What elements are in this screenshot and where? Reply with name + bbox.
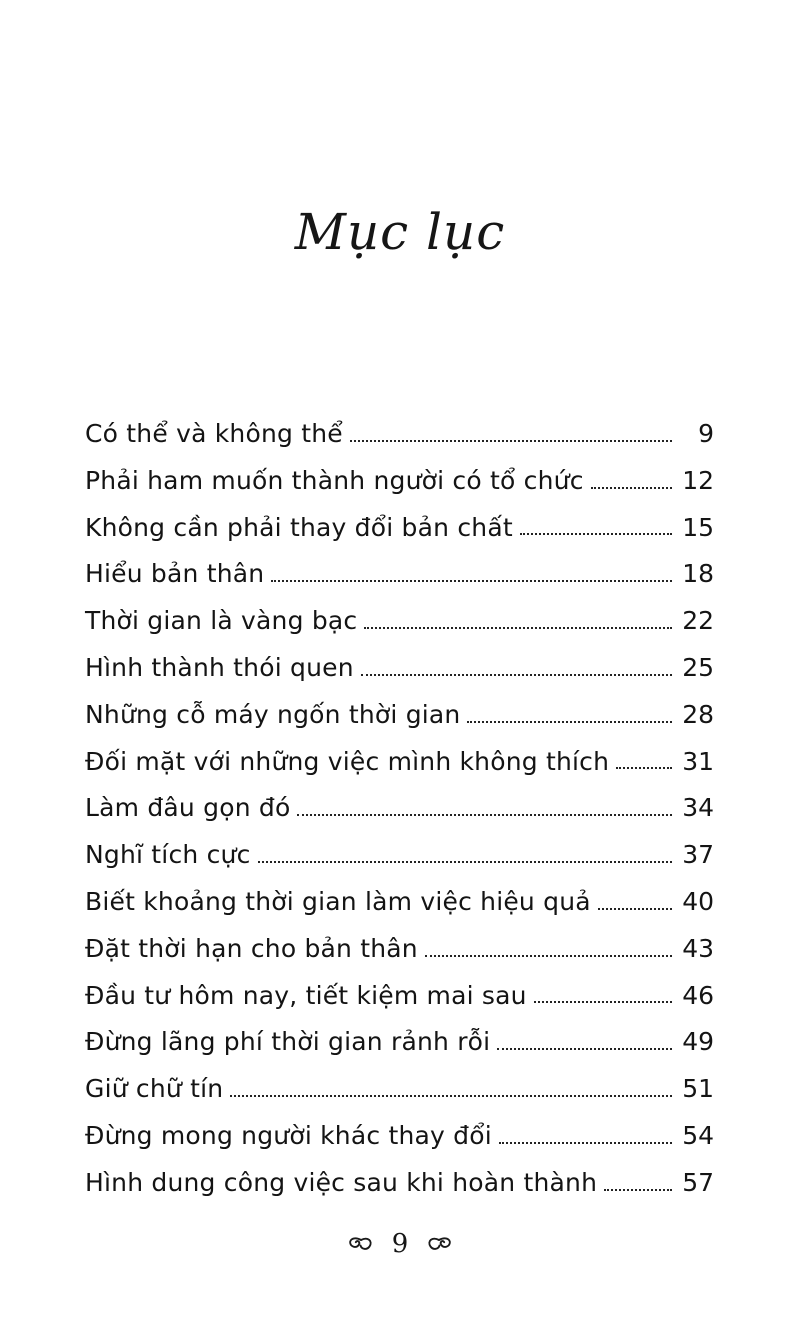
toc-entry — [85, 1104, 714, 1151]
dot-leader — [497, 1048, 672, 1050]
toc-entry-title: Không cần phải thay đổi bản chất — [85, 512, 513, 542]
toc-entry-title: Nghĩ tích cực — [85, 840, 251, 870]
toc-entry-page-number: 49 — [682, 1027, 714, 1057]
toc-entry-page-number: 57 — [682, 1167, 714, 1197]
toc-entry — [85, 402, 714, 449]
toc-entry-title: Hiểu bản thân — [85, 559, 265, 589]
table-of-contents — [85, 402, 714, 1198]
toc-entry-page-number: 28 — [682, 699, 714, 729]
dot-leader — [230, 1095, 672, 1097]
folio-page-number: 9 — [391, 1229, 409, 1259]
toc-entry-page-number: 15 — [682, 512, 714, 542]
toc-entry — [85, 870, 714, 917]
toc-entry-title: Phải ham muốn thành người có tổ chức — [85, 465, 584, 495]
dot-leader — [425, 955, 672, 957]
toc-entry-page-number: 22 — [682, 606, 714, 636]
page-title: Mục lục — [294, 203, 506, 261]
toc-entry-page-number: 18 — [682, 559, 714, 589]
toc-entry — [85, 449, 714, 496]
toc-entry — [85, 542, 714, 589]
toc-entry-page-number: 37 — [682, 840, 714, 870]
toc-entry-title: Thời gian là vàng bạc — [85, 606, 358, 636]
page-footer — [0, 1226, 800, 1262]
toc-entry — [85, 1057, 714, 1104]
dot-leader — [271, 580, 672, 582]
toc-entry-title: Hình thành thói quen — [85, 653, 354, 683]
dot-leader — [499, 1142, 672, 1144]
toc-entry-page-number: 9 — [698, 419, 714, 449]
dot-leader — [534, 1001, 672, 1003]
toc-entry — [85, 917, 714, 964]
toc-entry-title: Những cỗ máy ngốn thời gian — [85, 699, 461, 729]
toc-entry — [85, 1151, 714, 1198]
dot-leader — [598, 908, 672, 910]
toc-entry-title: Đối mặt với những việc mình không thích — [85, 746, 610, 776]
toc-entry-page-number: 12 — [682, 465, 714, 495]
dot-leader — [604, 1189, 672, 1191]
dot-leader — [467, 721, 672, 723]
toc-entry-title: Giữ chữ tín — [85, 1074, 224, 1104]
dot-leader — [350, 440, 672, 442]
fleuron-left-icon — [347, 1236, 374, 1252]
toc-entry-page-number: 51 — [682, 1074, 714, 1104]
dot-leader — [361, 674, 672, 676]
toc-entry — [85, 964, 714, 1011]
dot-leader — [520, 533, 672, 535]
dot-leader — [258, 861, 672, 863]
toc-entry-title: Đừng mong người khác thay đổi — [85, 1121, 492, 1150]
toc-entry — [85, 730, 714, 777]
toc-entry-page-number: 46 — [682, 980, 714, 1010]
toc-entry-page-number: 54 — [682, 1121, 714, 1150]
toc-entry-page-number: 40 — [682, 887, 714, 917]
toc-entry — [85, 823, 714, 870]
toc-entry-title: Đầu tư hôm nay, tiết kiệm mai sau — [85, 980, 527, 1010]
toc-entry-title: Có thể và không thể — [85, 419, 343, 449]
toc-entry — [85, 496, 714, 543]
toc-entry-title: Làm đâu gọn đó — [85, 793, 291, 823]
toc-entry-title: Hình dung công việc sau khi hoàn thành — [85, 1167, 598, 1197]
dot-leader — [591, 487, 672, 489]
toc-entry — [85, 683, 714, 730]
toc-entry-title: Đặt thời hạn cho bản thân — [85, 933, 418, 963]
toc-entry-page-number: 34 — [682, 793, 714, 823]
toc-entry — [85, 636, 714, 683]
dot-leader — [616, 767, 672, 769]
toc-entry-page-number: 25 — [682, 653, 714, 683]
toc-entry — [85, 1010, 714, 1057]
fleuron-right-icon — [426, 1236, 453, 1252]
toc-entry-title: Biết khoảng thời gian làm việc hiệu quả — [85, 887, 591, 917]
dot-leader — [297, 814, 672, 816]
toc-entry — [85, 776, 714, 823]
toc-entry — [85, 589, 714, 636]
toc-entry-page-number: 31 — [682, 746, 714, 776]
dot-leader — [364, 627, 672, 629]
toc-entry-title: Đừng lãng phí thời gian rảnh rỗi — [85, 1027, 491, 1057]
toc-entry-page-number: 43 — [682, 933, 714, 963]
